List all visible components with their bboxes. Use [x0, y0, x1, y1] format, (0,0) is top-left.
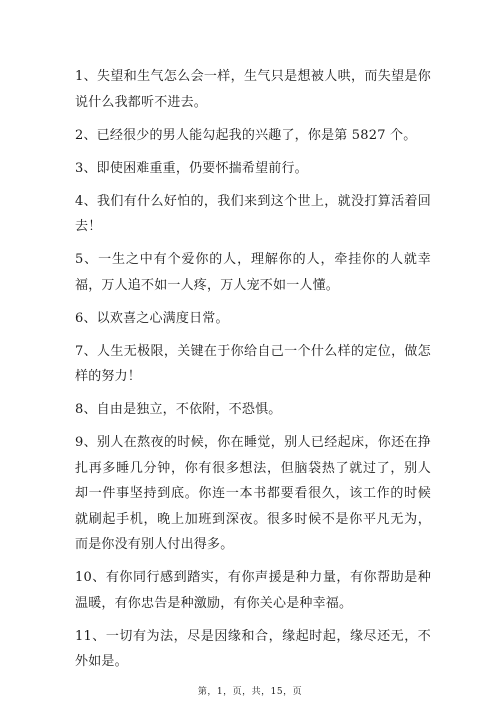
- paragraph-9: 9、别人在熬夜的时候，你在睡觉，别人已经起床，你还在挣扎再多睡几分钟，你有很多想法，但脑袋热了就过了，别人却一件事坚持到底。你连一本书都要看很久，该工作的时候就刷起手机，晚上加班到深夜。很多时候不是你平凡无为，而是你没有别人付出得多。: [75, 435, 431, 552]
- paragraph-2: 2、已经很少的男人能勾起我的兴趣了，你是第 5827 个。: [75, 127, 417, 143]
- page-number-footer: 第，1，页，共，15，页: [197, 687, 303, 697]
- document-body: [75, 64, 431, 682]
- paragraph-4: 4、我们有什么好怕的，我们来到这个世上，就没打算活着回去！: [75, 193, 431, 234]
- paragraph-3: 3、即使困难重重，仍要怀揣希望前行。: [75, 160, 308, 176]
- paragraph-5: 5、一生之中有个爱你的人，理解你的人，牵挂你的人就幸福，万人追不如一人疼，万人宠不如一人懂。: [75, 252, 431, 293]
- paragraph-10: 10、有你同行感到踏实，有你声援是种力量，有你帮助是种温暖，有你忠告是种激励，有你关心是种幸福。: [75, 570, 431, 611]
- paragraph-8: 8、自由是独立，不依附，不恐惧。: [75, 402, 282, 417]
- paragraph-11: 11、一切有为法，尽是因缘和合，缘起时起，缘尽还无，不外如是。: [75, 628, 431, 669]
- paragraph-7: 7、人生无极限，关键在于你给自己一个什么样的定位，做怎样的努力！: [75, 343, 431, 384]
- paragraph-1: 1、失望和生气怎么会一样，生气只是想被人哄，而失望是你说什么我都听不进去。: [75, 69, 431, 110]
- paragraph-6: 6、以欢喜之心满度日常。: [75, 310, 229, 326]
